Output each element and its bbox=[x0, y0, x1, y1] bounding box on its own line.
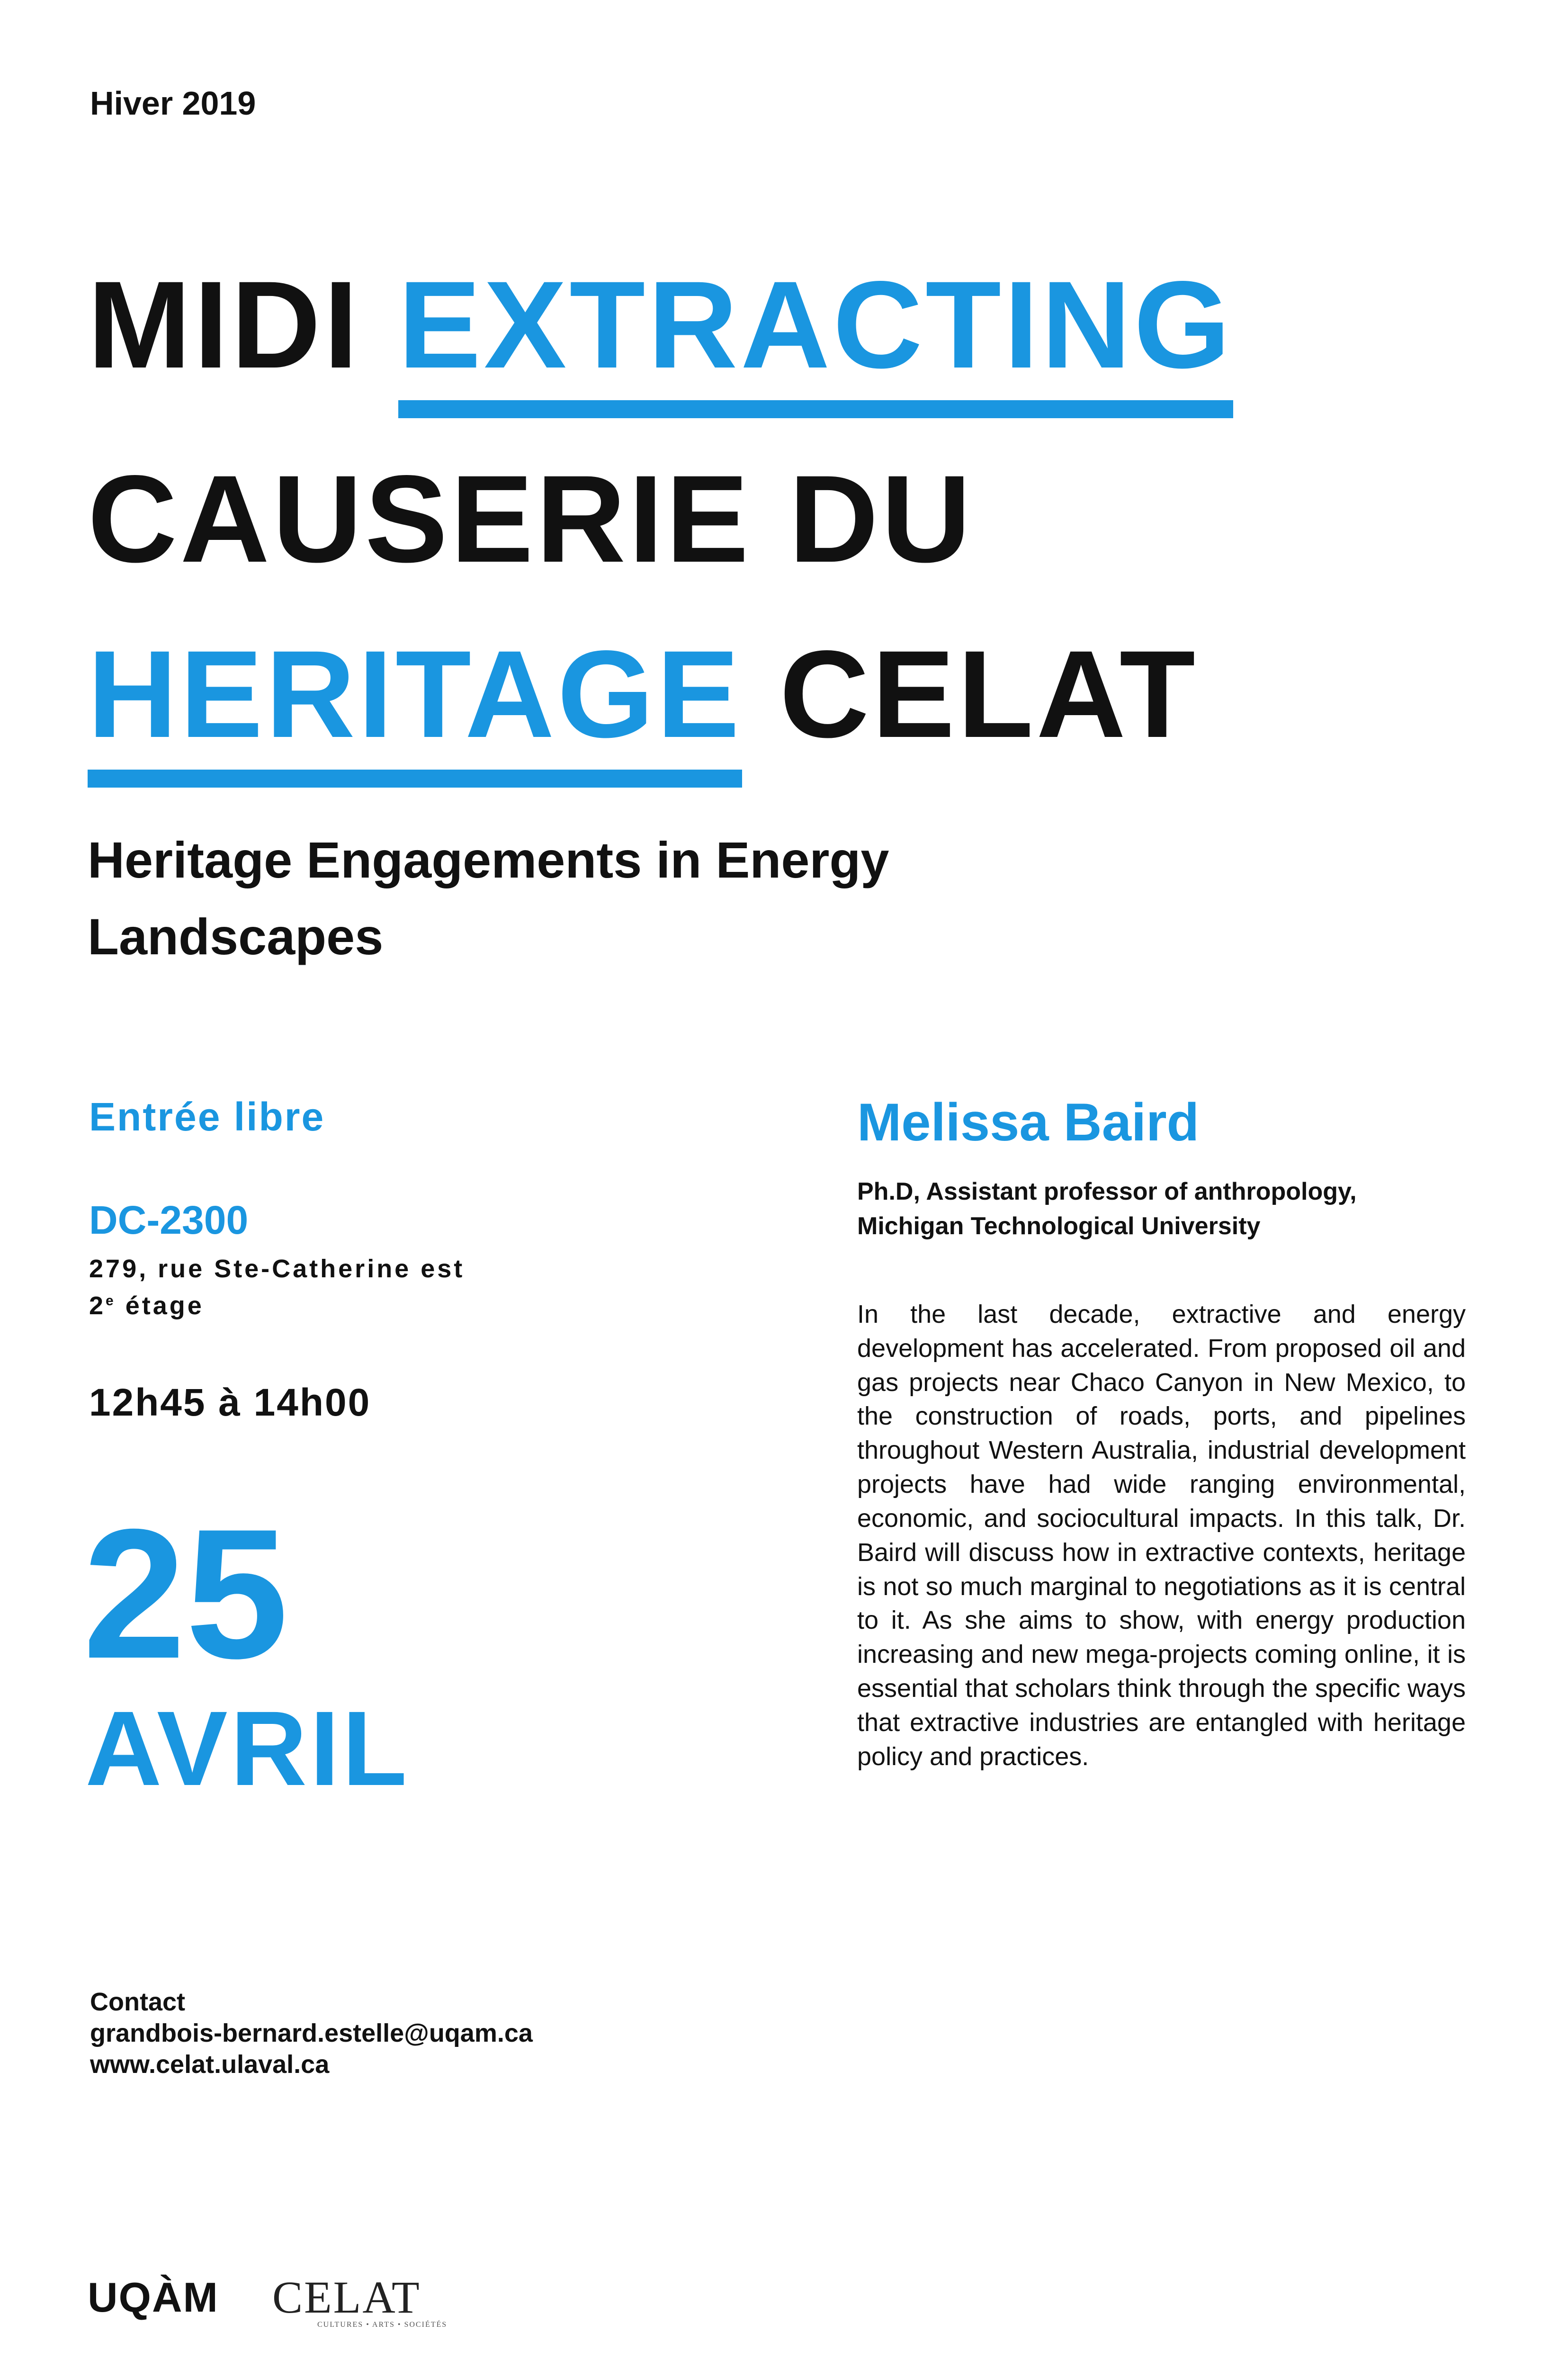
contact-website[interactable]: www.celat.ulaval.ca bbox=[90, 2050, 330, 2079]
heritage-underline bbox=[88, 770, 742, 788]
title-line-3 bbox=[88, 625, 1198, 763]
extracting-underline bbox=[398, 400, 1233, 418]
event-day: 25 bbox=[83, 1490, 288, 1697]
title-word-extracting bbox=[398, 255, 1233, 394]
subtitle: Heritage Engagements in Energy Landscapes bbox=[88, 831, 889, 965]
talk-abstract: In the last decade, extractive and energy development has accelerated. From proposed oil and gas projects near Chaco Canyon in New Mexico, to the construction of roads, ports, and pipelines throughout Western Australia, industrial development projects have had wide ranging environmental, economic, and sociocultural impacts. In this talk, Dr. Baird will discuss how in extractive contexts, heritage is not so much marginal to negotiations as it is central to it. As she aims to show, with energy production increasing and new mega-projects coming online, it is essential that scholars think through the specific ways that extractive industries are entangled with heritage policy and practices. bbox=[857, 1300, 1466, 1771]
floor-suffix: e bbox=[106, 1293, 116, 1309]
address-line: 279, rue Ste-Catherine est bbox=[89, 1255, 465, 1283]
event-month: AVRIL bbox=[85, 1689, 410, 1808]
title-word-heritage bbox=[88, 625, 743, 763]
room-number: DC-2300 bbox=[89, 1198, 249, 1242]
title-line-2: CAUSERIE DU bbox=[88, 449, 974, 588]
contact-label: Contact bbox=[90, 1988, 185, 2016]
event-time: 12h45 à 14h00 bbox=[89, 1381, 371, 1424]
admission-label: Entrée libre bbox=[89, 1094, 325, 1139]
speaker-credentials bbox=[857, 1175, 1473, 1244]
floor-number: 2 bbox=[89, 1292, 106, 1320]
celat-logo-tagline: CULTURES • ARTS • SOCIÉTÉS bbox=[317, 2321, 448, 2329]
floor-label: étage bbox=[125, 1292, 204, 1320]
celat-logo-word: CELAT bbox=[272, 2272, 421, 2323]
title-word-celat: CELAT bbox=[780, 625, 1198, 763]
contact-email[interactable]: grandbois-bernard.estelle@uqam.ca bbox=[90, 2018, 533, 2047]
title-line-1 bbox=[88, 255, 1233, 394]
contact-block bbox=[90, 1987, 533, 2081]
floor-line bbox=[89, 1287, 465, 1324]
celat-logo bbox=[272, 2271, 447, 2329]
uqam-logo: UQÀM bbox=[88, 2274, 219, 2321]
season-label: Hiver 2019 bbox=[90, 85, 256, 122]
heritage-text: HERITAGE bbox=[88, 625, 743, 763]
credentials-line-2: Michigan Technological University bbox=[857, 1212, 1261, 1240]
extracting-text: EXTRACTING bbox=[398, 255, 1233, 394]
title-word-midi: MIDI bbox=[88, 255, 361, 394]
address bbox=[89, 1250, 465, 1325]
speaker-name: Melissa Baird bbox=[857, 1093, 1200, 1152]
credentials-line-1: Ph.D, Assistant professor of anthropology, bbox=[857, 1178, 1357, 1205]
